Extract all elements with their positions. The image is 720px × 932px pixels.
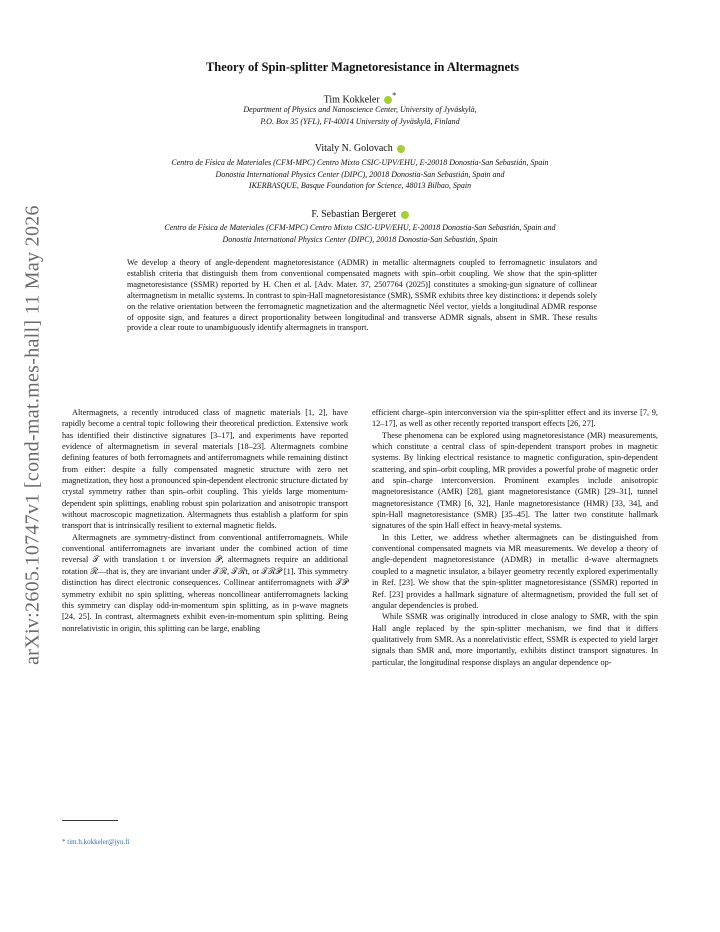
orcid-icon[interactable] xyxy=(384,96,392,104)
left-column xyxy=(62,407,348,634)
affiliation-line: Donostia International Physics Center (DIPC), 20018 Donostia-San Sebastián, Spain and xyxy=(215,169,505,179)
arxiv-identifier[interactable]: arXiv:2605.10747v1 [cond-mat.mes-hall] 11 May 2026 xyxy=(21,205,44,665)
paragraph: These phenomena can be explored using magnetoresistance (MR) measurements, which constitute a central class of spin-dependent transport probes in magnetic systems. By linking electrical resistance to magnetic configuration, spin-dependent scattering, and spin–orbit coupling, MR provides a powerful probe of magnetic order and spin–charge interconversion. Prominent examples include anisotropic magnetoresistance (AMR) [28], giant magnetoresistance (GMR) [29–31], tunnel magnetoresistance (TMR) [6, 32], Hanle magnetoresistance (HMR) [33, 34], and spin-Hall magnetoresistance (SMR) [35–45]. The latter two constitute hallmark signatures of the spin Hall effect in heavy-metal systems. xyxy=(372,430,658,531)
footnote-mark: * xyxy=(392,91,397,100)
paragraph: Altermagnets are symmetry-distinct from conventional antiferromagnets. While conventional antiferromagnets are invariant under the combined action of time reversal 𝒯 with translation t or inversion 𝒫, altermagnets require an additional rotation ℛ—that is, they are invariant under 𝒯ℛ, 𝒯ℛt, or 𝒯ℛ𝒫 [1]. This symmetry distinction has direct electronic consequences. Collinear antiferromagnets with 𝒯𝒫 symmetry exhibit no spin splitting, whereas noncollinear antiferromagnets lacking this symmetry can display odd-in-momentum spin splitting, as in p-wave magnets [24, 25]. In contrast, altermagnets exhibit even-in-momentum spin splitting. Being nonrelativistic in origin, this splitting can be large, enabling xyxy=(62,532,348,633)
author-name: Vitaly N. Golovach xyxy=(314,143,393,154)
affiliation-block-1 xyxy=(70,104,650,127)
right-column xyxy=(372,407,658,668)
affiliation-line: P.O. Box 35 (YFL), FI-40014 University of Jyväskylä, Finland xyxy=(260,116,460,126)
affiliation-line: Donostia International Physics Center (DIPC), 20018 Donostia-San Sebastián, Spain xyxy=(222,234,498,244)
orcid-icon[interactable] xyxy=(401,211,409,219)
affiliation-line: Department of Physics and Nanoscience Center, University of Jyväskylä, xyxy=(243,105,477,114)
paragraph: In this Letter, we address whether altermagnets can be distinguished from conventional compensated magnets via MR measurements. We develop a theory of angle-dependent magnetoresistance (ADMR) in metallic d-wave altermagnets coupled to a magnetic insulator, a bilayer geometry recently explored experimentally in Ref. [23]. We show that the spin-splitter magnetoresistance (SSMR) reported in Ref. [23] provides a hallmark signature of altermagnetism, provided the full set of angular dependencies is probed. xyxy=(372,532,658,610)
affiliation-block-2 xyxy=(70,157,650,192)
abstract: We develop a theory of angle-dependent magnetoresistance (ADMR) in metallic altermagnets coupled to ferromagnetic insulators and establish criteria that distinguish them from conventional compensated magnets with spin–orbit coupling. We show that the spin-splitter magnetoresistance (SSMR) reported by H. Chen et al. [Adv. Mater. 37, 2507764 (2025)] constitutes a smoking-gun signature of collinear altermagnetism in metallic systems. In contrast to spin-Hall magnetoresistance (SMR), SSMR exhibits three key distinctions: it depends solely on the relative orientation between the ferromagnetic magnetization and the altermagnetic Néel vector, yields a longitudinal ADMR response of opposite sign, and features a direct proportionality between longitudinal and transverse ADMR signals, absent in SMR. These results provide a clear route to unambiguously identify altermagnets in transport. xyxy=(127,258,597,333)
paragraph: efficient charge–spin interconversion via the spin-splitter effect and its inverse [7, 9, 12–17], as well as other recently reported transport effects [26, 27]. xyxy=(372,408,658,429)
author-golovach xyxy=(70,143,650,154)
author-name: Tim Kokkeler xyxy=(323,94,380,106)
affiliation-line: Centro de Física de Materiales (CFM-MPC) Centro Mixto CSIC-UPV/EHU, E-20018 Donostia-San Sebastián, Spain xyxy=(171,158,549,167)
paragraph: While SSMR was originally introduced in close analogy to SMR, with the spin Hall angle replaced by the spin-splitter mechanism, we find that it differs qualitatively from SMR. As a nonrelativistic effect, SSMR is expected to yield larger signals than SMR and, more importantly, exhibits distinct transport signatures. In particular, the longitudinal response displays an angular dependence op- xyxy=(372,612,658,667)
affiliation-block-3 xyxy=(70,222,650,245)
author-bergeret xyxy=(70,209,650,220)
footnote-rule xyxy=(62,820,118,821)
author-name: F. Sebastian Bergeret xyxy=(311,209,397,220)
affiliation-line: Centro de Física de Materiales (CFM-MPC) Centro Mixto CSIC-UPV/EHU, E-20018 Donostia-San Sebastián, Spain and xyxy=(164,223,556,232)
footnote-email[interactable]: * tim.h.kokkeler@jyu.fi xyxy=(62,838,130,846)
arxiv-side-stamp xyxy=(18,200,48,670)
orcid-icon[interactable] xyxy=(397,145,405,153)
affiliation-line: IKERBASQUE, Basque Foundation for Science, 48013 Bilbao, Spain xyxy=(248,181,472,190)
paper-title: Theory of Spin-splitter Magnetoresistance in Altermagnets xyxy=(205,60,520,74)
paragraph: Altermagnets, a recently introduced class of magnetic materials [1, 2], have rapidly become a central topic following their theoretical prediction. Extensive work has identified their distinctive signatures [3–17], and experiments have reported evidence of altermagnetism in several materials [18–23]. Altermagnets combine defining features of both ferromagnets and antiferromagnets while remaining distinct from either: despite a fully compensated magnetic structure with zero net magnetization, they host a pronounced spin-dependent electronic structure dictated by crystal symmetry rather than spin–orbit coupling. This yields large momentum-dependent spin splittings, enabling robust spin polarization and anisotropic transport without macroscopic magnetization. Altermagnets thus establish a platform for spin transport that is intrinsically resilient to external magnetic fields. xyxy=(62,408,348,531)
